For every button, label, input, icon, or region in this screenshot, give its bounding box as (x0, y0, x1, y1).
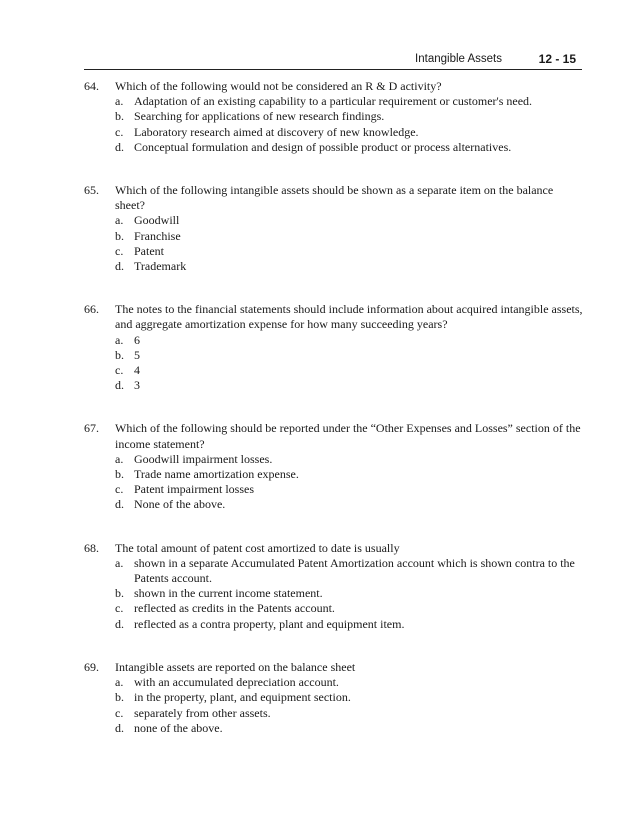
option-letter: c. (115, 705, 124, 720)
option-letter: d. (115, 720, 124, 735)
question-number: 69. (84, 659, 99, 674)
answer-option (115, 363, 584, 378)
answer-option (115, 213, 584, 228)
answer-option (115, 259, 584, 274)
answer-options (115, 213, 584, 274)
answer-option (115, 378, 584, 393)
option-text: shown in a separate Accumulated Patent Amortization account which is shown contra to the Patents account. (134, 555, 575, 586)
question-66 (84, 302, 584, 393)
option-text: Searching for applications of new research findings. (134, 109, 385, 124)
option-letter: c. (115, 124, 124, 139)
question-text: The notes to the financial statements should include information about acquired intangible assets, and aggregate amortization expense for how many succeeding years? (115, 302, 583, 332)
option-letter: c. (115, 601, 124, 616)
option-text: Goodwill (134, 213, 180, 228)
question-68 (84, 541, 584, 632)
option-text: 5 (134, 347, 140, 362)
option-letter: b. (115, 690, 124, 705)
option-letter: b. (115, 109, 124, 124)
option-letter: d. (115, 378, 124, 393)
option-text: 4 (134, 363, 140, 378)
answer-option (115, 94, 584, 109)
answer-options (115, 452, 584, 513)
option-text: Adaptation of an existing capability to a particular requirement or customer's need. (134, 94, 533, 109)
question-text: Intangible assets are reported on the balance sheet (115, 659, 356, 674)
answer-option (115, 675, 584, 690)
answer-option (115, 690, 584, 705)
answer-option (115, 721, 584, 736)
answer-option (115, 125, 584, 140)
question-number: 68. (84, 540, 99, 555)
option-letter: a. (115, 213, 124, 228)
option-text: Trademark (134, 259, 187, 274)
option-text: in the property, plant, and equipment section. (134, 690, 351, 705)
option-letter: b. (115, 467, 124, 482)
question-text: The total amount of patent cost amortized to date is usually (115, 540, 400, 555)
question-text: Which of the following should be reported under the “Other Expenses and Losses” section of the income statement? (115, 421, 581, 451)
option-text: Conceptual formulation and design of possible product or process alternatives. (134, 139, 512, 154)
page-number: 12 - 15 (538, 52, 576, 66)
question-65 (84, 183, 584, 274)
option-text: shown in the current income statement. (134, 586, 323, 601)
answer-option (115, 497, 584, 512)
option-text: None of the above. (134, 497, 226, 512)
option-text: 6 (134, 332, 140, 347)
option-letter: d. (115, 497, 124, 512)
question-text: Which of the following intangible assets should be shown as a separate item on the balance sheet? (115, 183, 554, 213)
answer-options (115, 556, 584, 632)
option-text: with an accumulated depreciation account. (134, 675, 339, 690)
question-69 (84, 660, 584, 736)
answer-option (115, 229, 584, 244)
option-text: Franchise (134, 228, 181, 243)
option-letter: b. (115, 347, 124, 362)
option-text: Trade name amortization expense. (134, 467, 299, 482)
option-letter: a. (115, 451, 124, 466)
answer-option (115, 617, 584, 632)
option-letter: d. (115, 139, 124, 154)
answer-option (115, 348, 584, 363)
option-letter: d. (115, 259, 124, 274)
option-text: reflected as credits in the Patents account. (134, 601, 335, 616)
option-text: 3 (134, 378, 140, 393)
question-number: 67. (84, 421, 99, 436)
question-text: Which of the following would not be considered an R & D activity? (115, 79, 442, 93)
option-letter: c. (115, 482, 124, 497)
question-number: 65. (84, 183, 99, 198)
option-letter: a. (115, 555, 124, 570)
question-number: 66. (84, 302, 99, 317)
option-letter: d. (115, 616, 124, 631)
option-text: Laboratory research aimed at discovery of new knowledge. (134, 124, 419, 139)
question-number: 64. (84, 79, 99, 93)
answer-option (115, 556, 584, 586)
page-header (84, 51, 582, 70)
option-letter: a. (115, 332, 124, 347)
option-text: separately from other assets. (134, 705, 271, 720)
answer-option (115, 586, 584, 601)
answer-option (115, 467, 584, 482)
option-text: none of the above. (134, 720, 223, 735)
answer-option (115, 333, 584, 348)
answer-option (115, 140, 584, 155)
option-letter: b. (115, 228, 124, 243)
option-letter: c. (115, 243, 124, 258)
section-title: Intangible Assets (415, 53, 502, 65)
option-letter: c. (115, 363, 124, 378)
answer-options (115, 94, 584, 155)
question-64 (84, 79, 584, 155)
answer-option (115, 244, 584, 259)
question-67 (84, 421, 584, 512)
option-text: Patent (134, 243, 164, 258)
option-letter: b. (115, 586, 124, 601)
answer-option (115, 452, 584, 467)
answer-option (115, 706, 584, 721)
option-text: reflected as a contra property, plant and equipment item. (134, 616, 405, 631)
answer-options (115, 675, 584, 736)
option-text: Patent impairment losses (134, 482, 254, 497)
option-letter: a. (115, 675, 124, 690)
option-letter: a. (115, 94, 124, 109)
question-list (84, 79, 584, 764)
answer-options (115, 333, 584, 394)
answer-option (115, 482, 584, 497)
answer-option (115, 109, 584, 124)
option-text: Goodwill impairment losses. (134, 451, 273, 466)
answer-option (115, 601, 584, 616)
